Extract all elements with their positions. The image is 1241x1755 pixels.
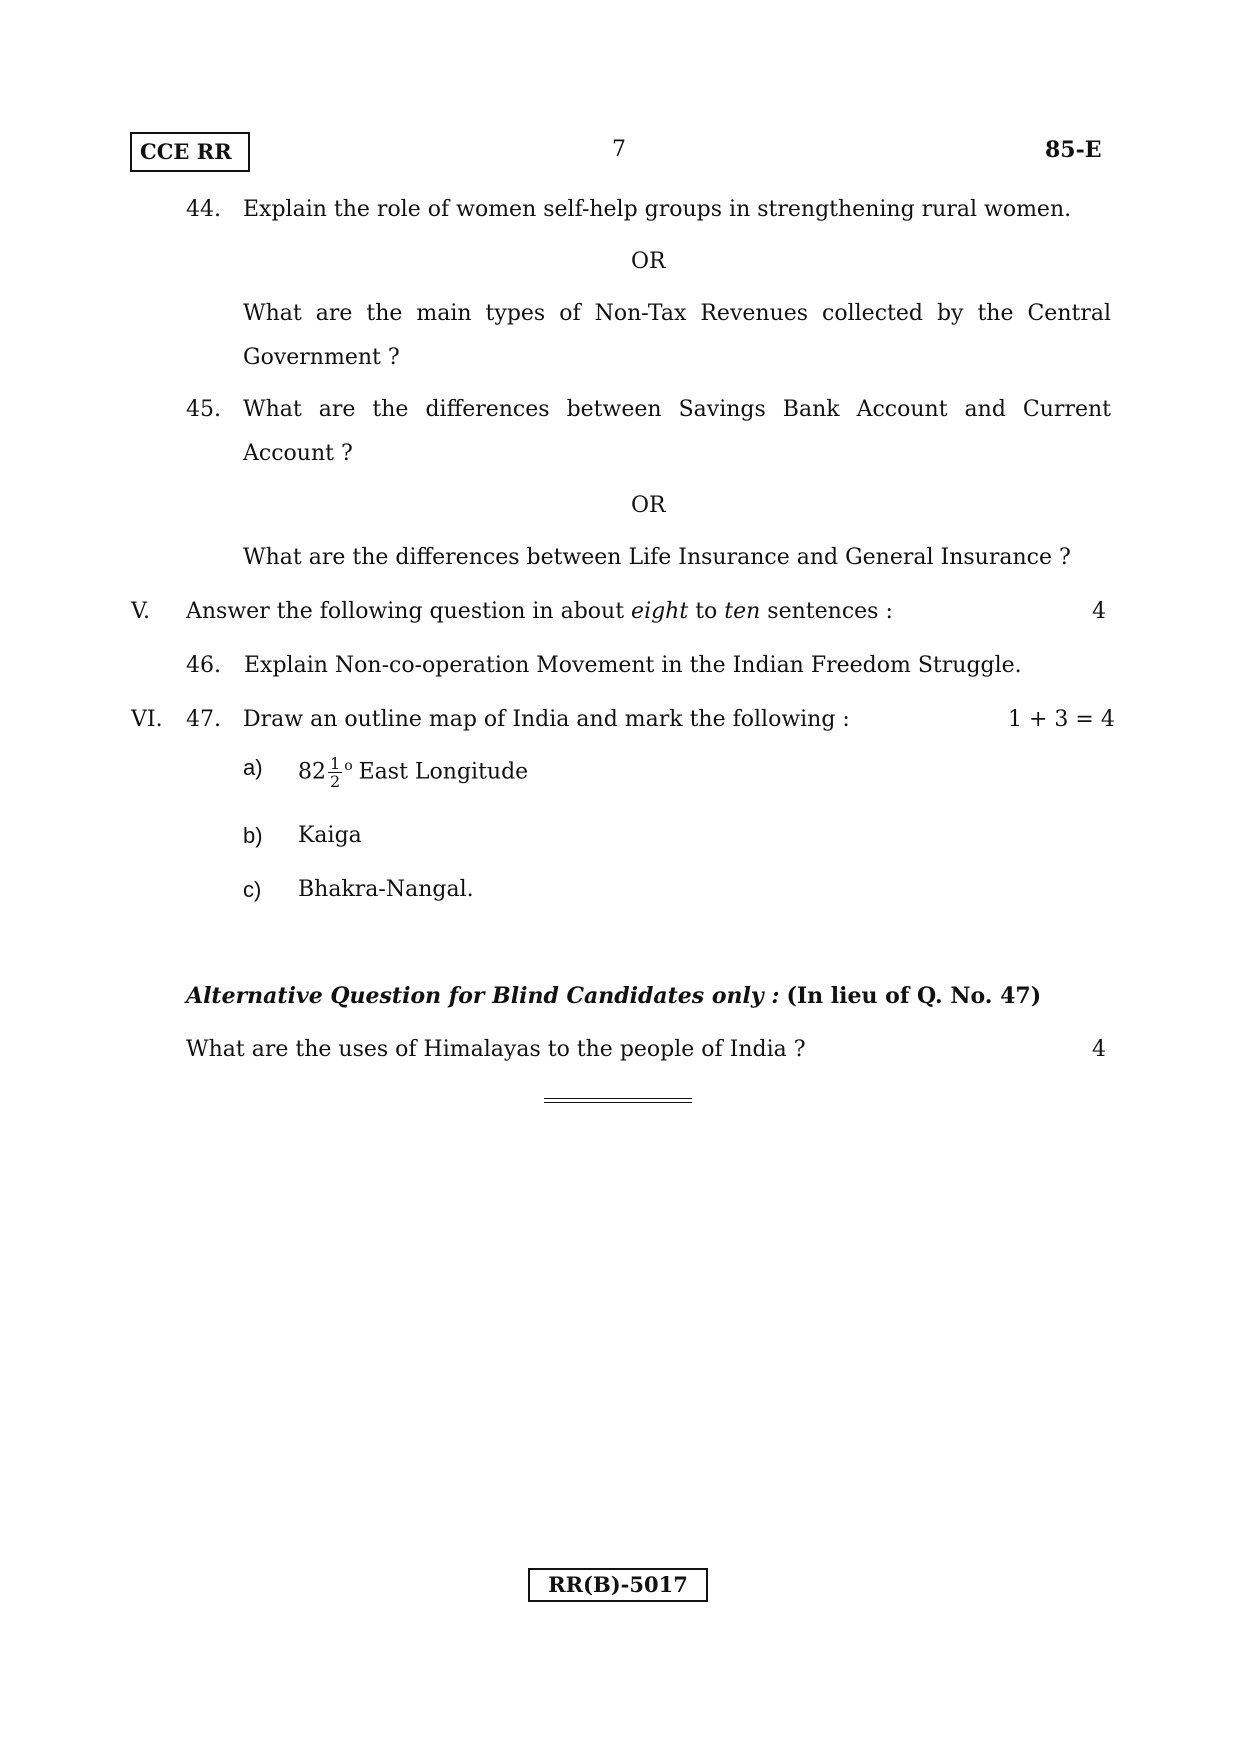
- q46-number: 46.: [186, 653, 221, 678]
- footer-code-box: RR(B)-5017: [528, 1568, 708, 1602]
- q47-item-b-text: Kaiga: [298, 823, 362, 848]
- q45-alt: What are the differences between Life Insurance and General Insurance ?: [243, 545, 1071, 570]
- q44-text: Explain the role of women self-help groups in strengthening rural women.: [243, 197, 1072, 222]
- alternative-marks: 4: [1092, 1037, 1106, 1062]
- alternative-heading: Alternative Question for Blind Candidates only :: [186, 983, 780, 1009]
- longitude-whole: 82: [298, 759, 326, 785]
- alternative-heading-line: [186, 982, 1041, 1011]
- q45-number: 45.: [186, 397, 221, 422]
- end-double-rule: [544, 1098, 692, 1103]
- alternative-question: What are the uses of Himalayas to the people of India ?: [186, 1037, 806, 1062]
- longitude-fraction: $\frac{1}{2}$: [330, 753, 341, 791]
- q44-alt-line2: Government ?: [243, 345, 400, 370]
- emphasis-eight: eight: [631, 599, 689, 624]
- longitude-text: East Longitude: [358, 759, 529, 785]
- q44-number: 44.: [186, 197, 221, 222]
- q47-number: 47.: [186, 707, 221, 732]
- section-v-roman: V.: [131, 599, 151, 624]
- q47-marks: 1 + 3 = 4: [1008, 707, 1115, 732]
- q47-item-a: [298, 748, 528, 790]
- q45-line1: What are the differences between Savings Bank Account and Current: [243, 397, 1111, 422]
- header-code-box: CCE RR: [130, 132, 250, 172]
- alternative-note: (In lieu of Q. No. 47): [786, 983, 1042, 1009]
- paper-code: 85-E: [1045, 137, 1102, 163]
- emphasis-ten: ten: [724, 599, 761, 624]
- q47-item-a-label: a): [243, 755, 263, 780]
- q44-alt-line1: What are the main types of Non-Tax Revenues collected by the Central: [243, 301, 1111, 326]
- page-number: 7: [612, 137, 626, 162]
- q45-or: OR: [631, 493, 666, 518]
- q46-text: Explain Non-co-operation Movement in the Indian Freedom Struggle.: [244, 653, 1022, 678]
- q47-item-c-label: c): [243, 877, 262, 902]
- q47-item-b-label: b): [243, 823, 263, 848]
- q47-item-c-text: Bhakra-Nangal.: [298, 877, 474, 902]
- section-v-instruction: Answer the following question in about eight to ten sentences :: [186, 599, 893, 624]
- section-vi-roman: VI.: [131, 707, 163, 732]
- q44-or: OR: [631, 249, 666, 274]
- q45-line2: Account ?: [243, 441, 353, 466]
- q47-text: Draw an outline map of India and mark the following :: [243, 707, 850, 732]
- degree-symbol: o: [344, 758, 353, 774]
- section-v-marks: 4: [1092, 599, 1106, 624]
